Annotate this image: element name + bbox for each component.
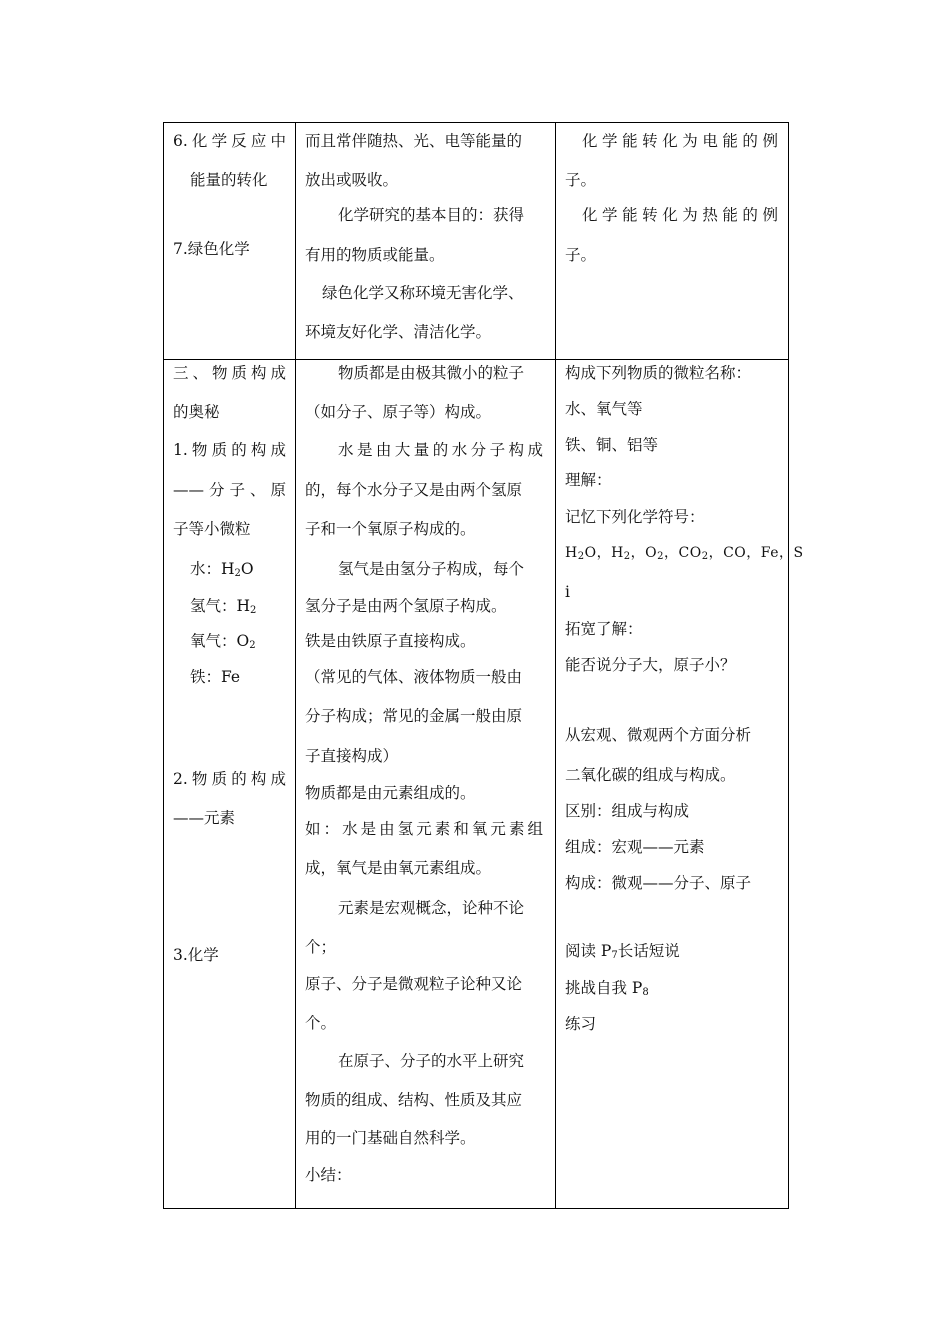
content-line: 物质都是由元素组成的。 <box>305 784 476 802</box>
content-line: 原子、分子是微观粒子论种又论 <box>305 975 523 993</box>
activity-line: 构成：微观——分子、原子 <box>565 874 752 892</box>
activity-line: 拓宽了解： <box>565 620 643 638</box>
topic-cell <box>164 360 296 1209</box>
content-line: 而且常伴随热、光、电等能量的 <box>305 132 523 150</box>
formula-iron: 铁：Fe <box>190 668 241 686</box>
content-line: 子和一个氧原子构成的。 <box>305 520 476 538</box>
activity-line: 化学能转化为电能的例 <box>582 132 778 150</box>
content-line: 在原子、分子的水平上研究 <box>338 1052 525 1070</box>
content-line: 水是由大量的水分子构成 <box>338 441 543 459</box>
content-line: 小结： <box>305 1166 352 1184</box>
content-cell <box>296 123 556 360</box>
activity-line: 铁、铜、铝等 <box>565 436 659 454</box>
content-line: 分子构成；常见的金属一般由原 <box>305 707 523 725</box>
activity-line: 水、氧气等 <box>565 400 643 418</box>
activity-line: 构成下列物质的微粒名称： <box>565 364 752 382</box>
topic-line: 1.物质的构成 <box>173 441 286 459</box>
content-line: 铁是由铁原子直接构成。 <box>305 632 476 650</box>
activity-line: 能否说分子大，原子小？ <box>565 656 736 674</box>
activity-line: 子。 <box>565 171 597 189</box>
content-line: 的，每个水分子又是由两个氢原 <box>305 481 523 499</box>
content-cell <box>296 360 556 1209</box>
challenge-task: 挑战自我 $P_8$ <box>565 979 649 998</box>
topic-line: 子等小微粒 <box>173 520 251 538</box>
content-line: 物质的组成、结构、性质及其应 <box>305 1091 523 1109</box>
formula-water: 水：$H_2O$ <box>190 560 254 579</box>
lesson-table <box>163 122 804 1209</box>
activity-line: 区别：组成与构成 <box>565 802 690 820</box>
content-line: 有用的物质或能量。 <box>305 246 445 264</box>
formula-oxygen: 氧气：$O_2$ <box>190 632 256 651</box>
activity-line: 练习 <box>565 1015 597 1033</box>
content-line: 成，氧气是由氧元素组成。 <box>305 859 492 877</box>
content-line: 物质都是由极其微小的粒子 <box>338 364 525 382</box>
topic-cell <box>164 123 296 360</box>
content-line: 个。 <box>305 1014 337 1032</box>
activity-cell <box>556 123 789 360</box>
content-line: 个； <box>305 938 337 956</box>
content-line: 如：水是由氢元素和氧元素组 <box>305 820 543 838</box>
content-line: 用的一门基础自然科学。 <box>305 1129 476 1147</box>
activity-cell <box>556 360 804 1209</box>
topic-line: 3.化学 <box>173 946 219 964</box>
activity-line: 从宏观、微观两个方面分析 <box>565 726 752 744</box>
chemical-symbols: $H_2O$，$H_2$，$O_2$，$CO_2$，CO，Fe，S <box>565 545 804 562</box>
topic-line: 6.化学反应中 <box>173 132 286 150</box>
content-line: （如分子、原子等）构成。 <box>305 403 492 421</box>
content-line: （常见的气体、液体物质一般由 <box>305 668 523 686</box>
content-line: 放出或吸收。 <box>305 171 399 189</box>
content-line: 氢气是由氢分子构成，每个 <box>338 560 525 578</box>
content-line: 化学研究的基本目的：获得 <box>338 206 525 224</box>
activity-line: 组成：宏观——元素 <box>565 838 705 856</box>
content-line: 氢分子是由两个氢原子构成。 <box>305 597 507 615</box>
table-row <box>164 360 789 1209</box>
activity-line: 记忆下列化学符号： <box>565 508 705 526</box>
table-row <box>164 123 789 360</box>
activity-line: 理解： <box>565 471 612 489</box>
topic-line: 的奥秘 <box>173 403 220 421</box>
topic-line: ——元素 <box>173 809 236 827</box>
topic-line: 三、物质构成 <box>173 364 286 382</box>
topic-line: 7.绿色化学 <box>173 240 250 258</box>
activity-line: i <box>565 583 570 601</box>
activity-line: 二氧化碳的组成与构成。 <box>565 766 736 784</box>
formula-hydrogen: 氢气：$H_2$ <box>190 597 257 616</box>
topic-line: 能量的转化 <box>190 171 268 189</box>
activity-line: 子。 <box>565 246 597 264</box>
activity-line: 化学能转化为热能的例 <box>582 206 778 224</box>
topic-line: ——分子、原 <box>173 481 286 499</box>
reading-task: 阅读 $P_7$长话短说 <box>565 942 680 961</box>
content-line: 环境友好化学、清洁化学。 <box>305 323 492 341</box>
topic-line: 2.物质的构成 <box>173 770 286 788</box>
content-line: 子直接构成） <box>305 747 399 765</box>
content-line: 绿色化学又称环境无害化学、 <box>322 284 524 302</box>
content-line: 元素是宏观概念，论种不论 <box>338 899 525 917</box>
